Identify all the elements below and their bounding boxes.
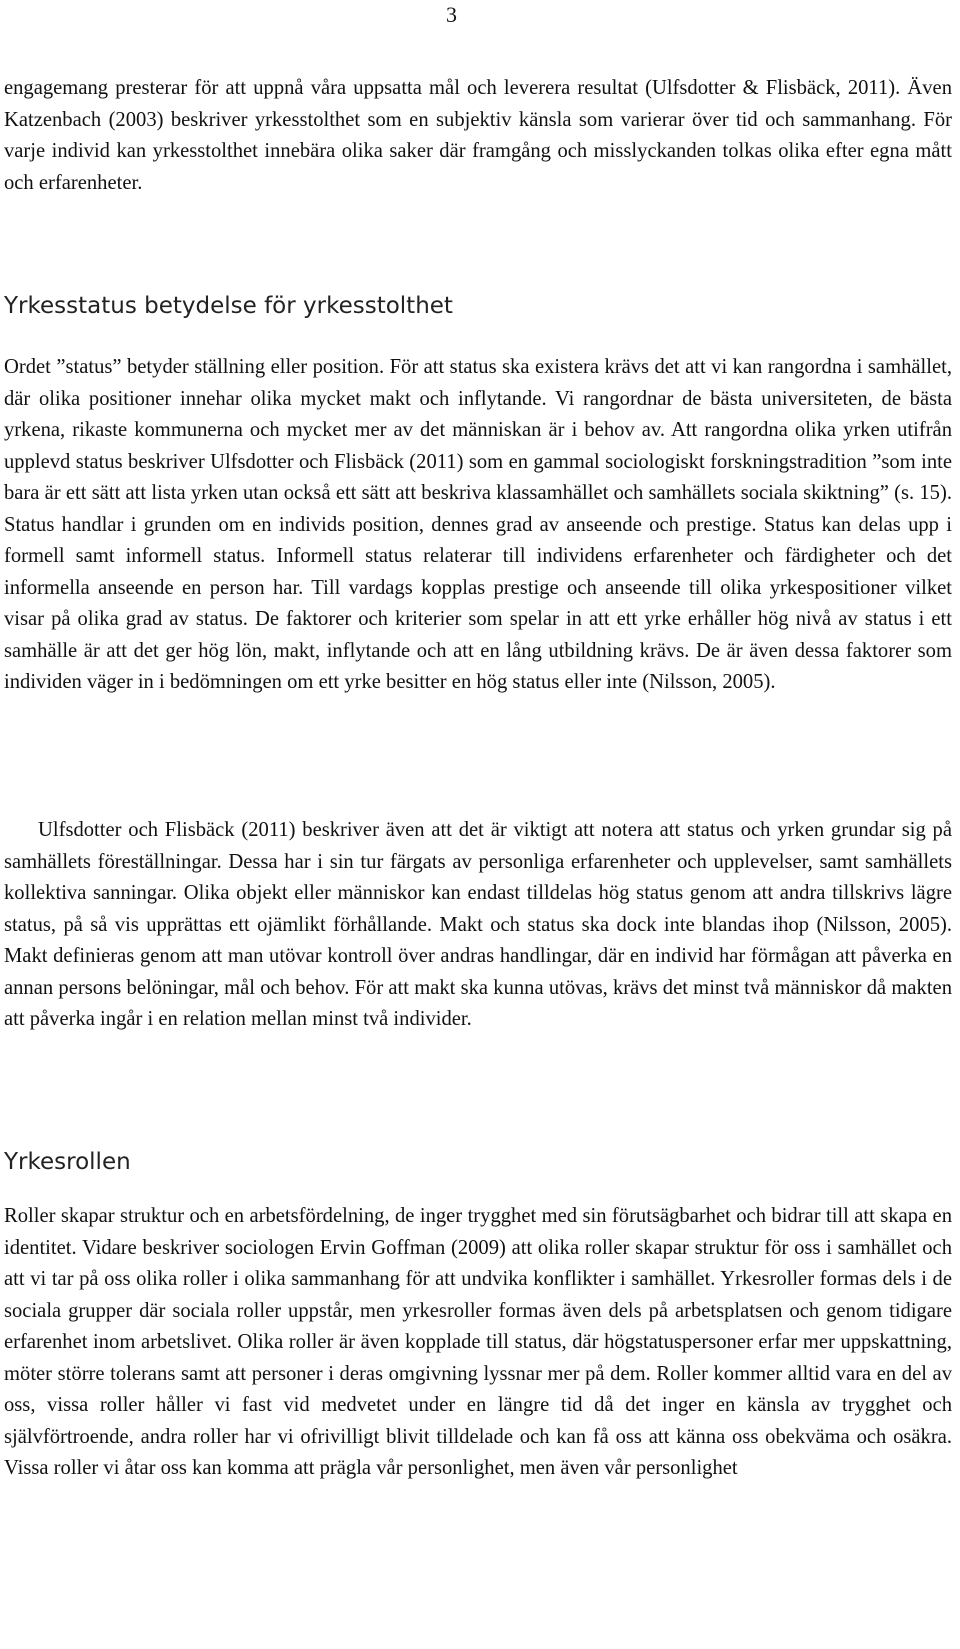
section-heading-yrkesrollen: Yrkesrollen <box>4 1149 131 1175</box>
body-paragraph-roller: Roller skapar struktur och en arbetsfördelning, de inger trygghet med sin förutsägbarhet och bidrar till att skapa en identitet. Vidare beskriver sociologen Ervin Goffman (2009) att olika roller skapar struktur för oss i samhället och att vi tar på oss olika roller i olika sammanhang för att undvika konflikter i samhället. Yrkesroller formas dels i de sociala grupper där sociala roller uppstår, men yrkesroller formas även dels på arbetsplatsen och genom tidigare erfarenhet inom arbetslivet. Olika roller är även kopplade till status, där högstatuspersoner erfar mer uppskattning, möter större tolerans samt att personer i deras omgivning lyssnar mer på dem. Roller kommer alltid vara en del av oss, vissa roller håller vi fast vid medvetet under en längre tid då det inger en känsla av trygghet och självförtroende, andra roller har vi ofrivilligt blivit tilldelade och kan få oss att känna oss obekväma och osäkra. Vissa roller vi åtar oss kan komma att prägla vår personlighet, men även vår personlighet <box>4 1205 952 1479</box>
section-heading-yrkesstatus: Yrkesstatus betydelse för yrkesstolthet <box>4 293 453 319</box>
body-paragraph-intro: engagemang presterar för att uppnå våra uppsatta mål och leverera resultat (Ulfsdotter & Flisbäck, 2011). Även Katzenbach (2003) beskriver yrkesstolthet som en subjektiv känsla som varierar över tid och sammanhang. För varje individ kan yrkesstolthet innebära olika saker där framgång och misslyckanden tolkas olika efter egna mått och erfarenheter. <box>4 77 952 194</box>
body-paragraph-status: Ordet ”status” betyder ställning eller position. För att status ska existera krävs det att vi kan rangordna i samhället, där olika positioner innehar olika mycket makt och inflytande. Vi rangordnar de bästa universiteten, de bästa yrkena, rikaste kommunerna och mycket mer av det människan är i behov av. Att rangordna olika yrken utifrån upplevd status beskriver Ulfsdotter och Flisbäck (2011) som en gammal sociologiskt forskningstradition ”som inte bara är ett sätt att lista yrken utan också ett sätt att beskriva klassamhället och samhällets sociala skiktning” (s. 15). Status handlar i grunden om en individs position, dennes grad av anseende och prestige. Status kan delas upp i formell samt informell status. Informell status relaterar till individens erfarenheter och färdigheter och det informella anseende en person har. Till vardags kopplas prestige och anseende till olika yrkespositioner vilket visar på olika grad av status. De faktorer och kriterier som spelar in att ett yrke erhåller hög nivå av status i ett samhälle är att det ger hög lön, makt, inflytande och att en lång utbildning krävs. De är även dessa faktorer som individen väger in i bedömningen om ett yrke besitter en hög status eller inte (Nilsson, 2005). <box>4 356 952 693</box>
body-paragraph-makt: Ulfsdotter och Flisbäck (2011) beskriver även att det är viktigt att notera att status och yrken grundar sig på samhällets föreställningar. Dessa har i sin tur färgats av personliga erfarenheter och upplevelser, samt samhällets kollektiva sanningar. Olika objekt eller människor kan endast tilldelas hög status genom att andra tillskrivs lägre status, på så vis upprättas ett ojämlikt förhållande. Makt och status ska dock inte blandas ihop (Nilsson, 2005). Makt definieras genom att man utövar kontroll över andras handlingar, där en individ har förmågan att påverka en annan persons belöningar, mål och behov. För att makt ska kunna utövas, krävs det minst två människor då makten att påverka ingår i en relation mellan minst två individer. <box>4 819 952 1030</box>
page-number: 3 <box>446 2 457 27</box>
